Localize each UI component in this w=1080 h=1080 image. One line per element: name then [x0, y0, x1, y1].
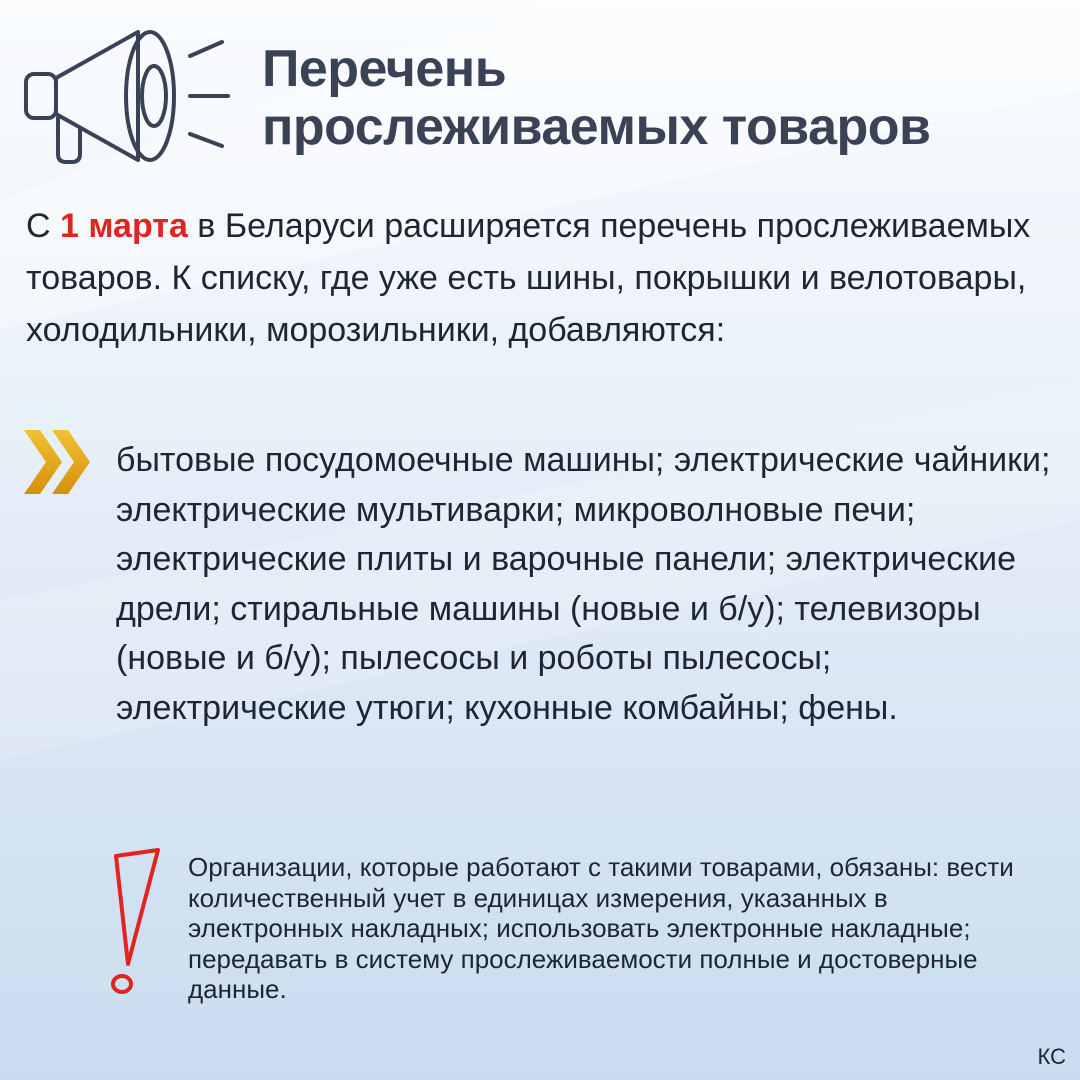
- double-chevron-right-icon: [22, 428, 94, 496]
- exclamation-icon: [100, 846, 162, 998]
- corner-label: КС: [1037, 1044, 1066, 1069]
- product-list: бытовые посудомоечные машины; электрические чайники; электрические мультиварки; микроволновые печи; электрические плиты и варочные панели; электрические дрели; стиральные машины (новые и б/у); телевизоры (новые и б/у); пылесосы и роботы пылесосы; электрические утюги; кухонные комбайны; фены.: [116, 441, 1051, 727]
- page-title: [262, 40, 1062, 156]
- intro-date-highlight: 1 марта: [60, 207, 188, 245]
- megaphone-icon: [18, 22, 243, 172]
- intro-paragraph: [26, 200, 1056, 356]
- intro-text: в Беларуси расширяется перечень прослеживаемых товаров. К списку, где уже есть шины, покрышки и велотовары, холодильники, морозильники, добавляются:: [26, 207, 1031, 349]
- obligations-note: Организации, которые работают с такими товарами, обязаны: вести количественный учет в единицах измерения, указанных в электронных накладных; использовать электронные накладные; передавать в систему прослеживаемости полные и достоверные данные.: [188, 852, 1014, 1004]
- title-line-1: Перечень: [262, 40, 507, 98]
- title-line-2: прослеживаемых товаров: [262, 98, 931, 156]
- intro-prefix: С: [26, 207, 60, 245]
